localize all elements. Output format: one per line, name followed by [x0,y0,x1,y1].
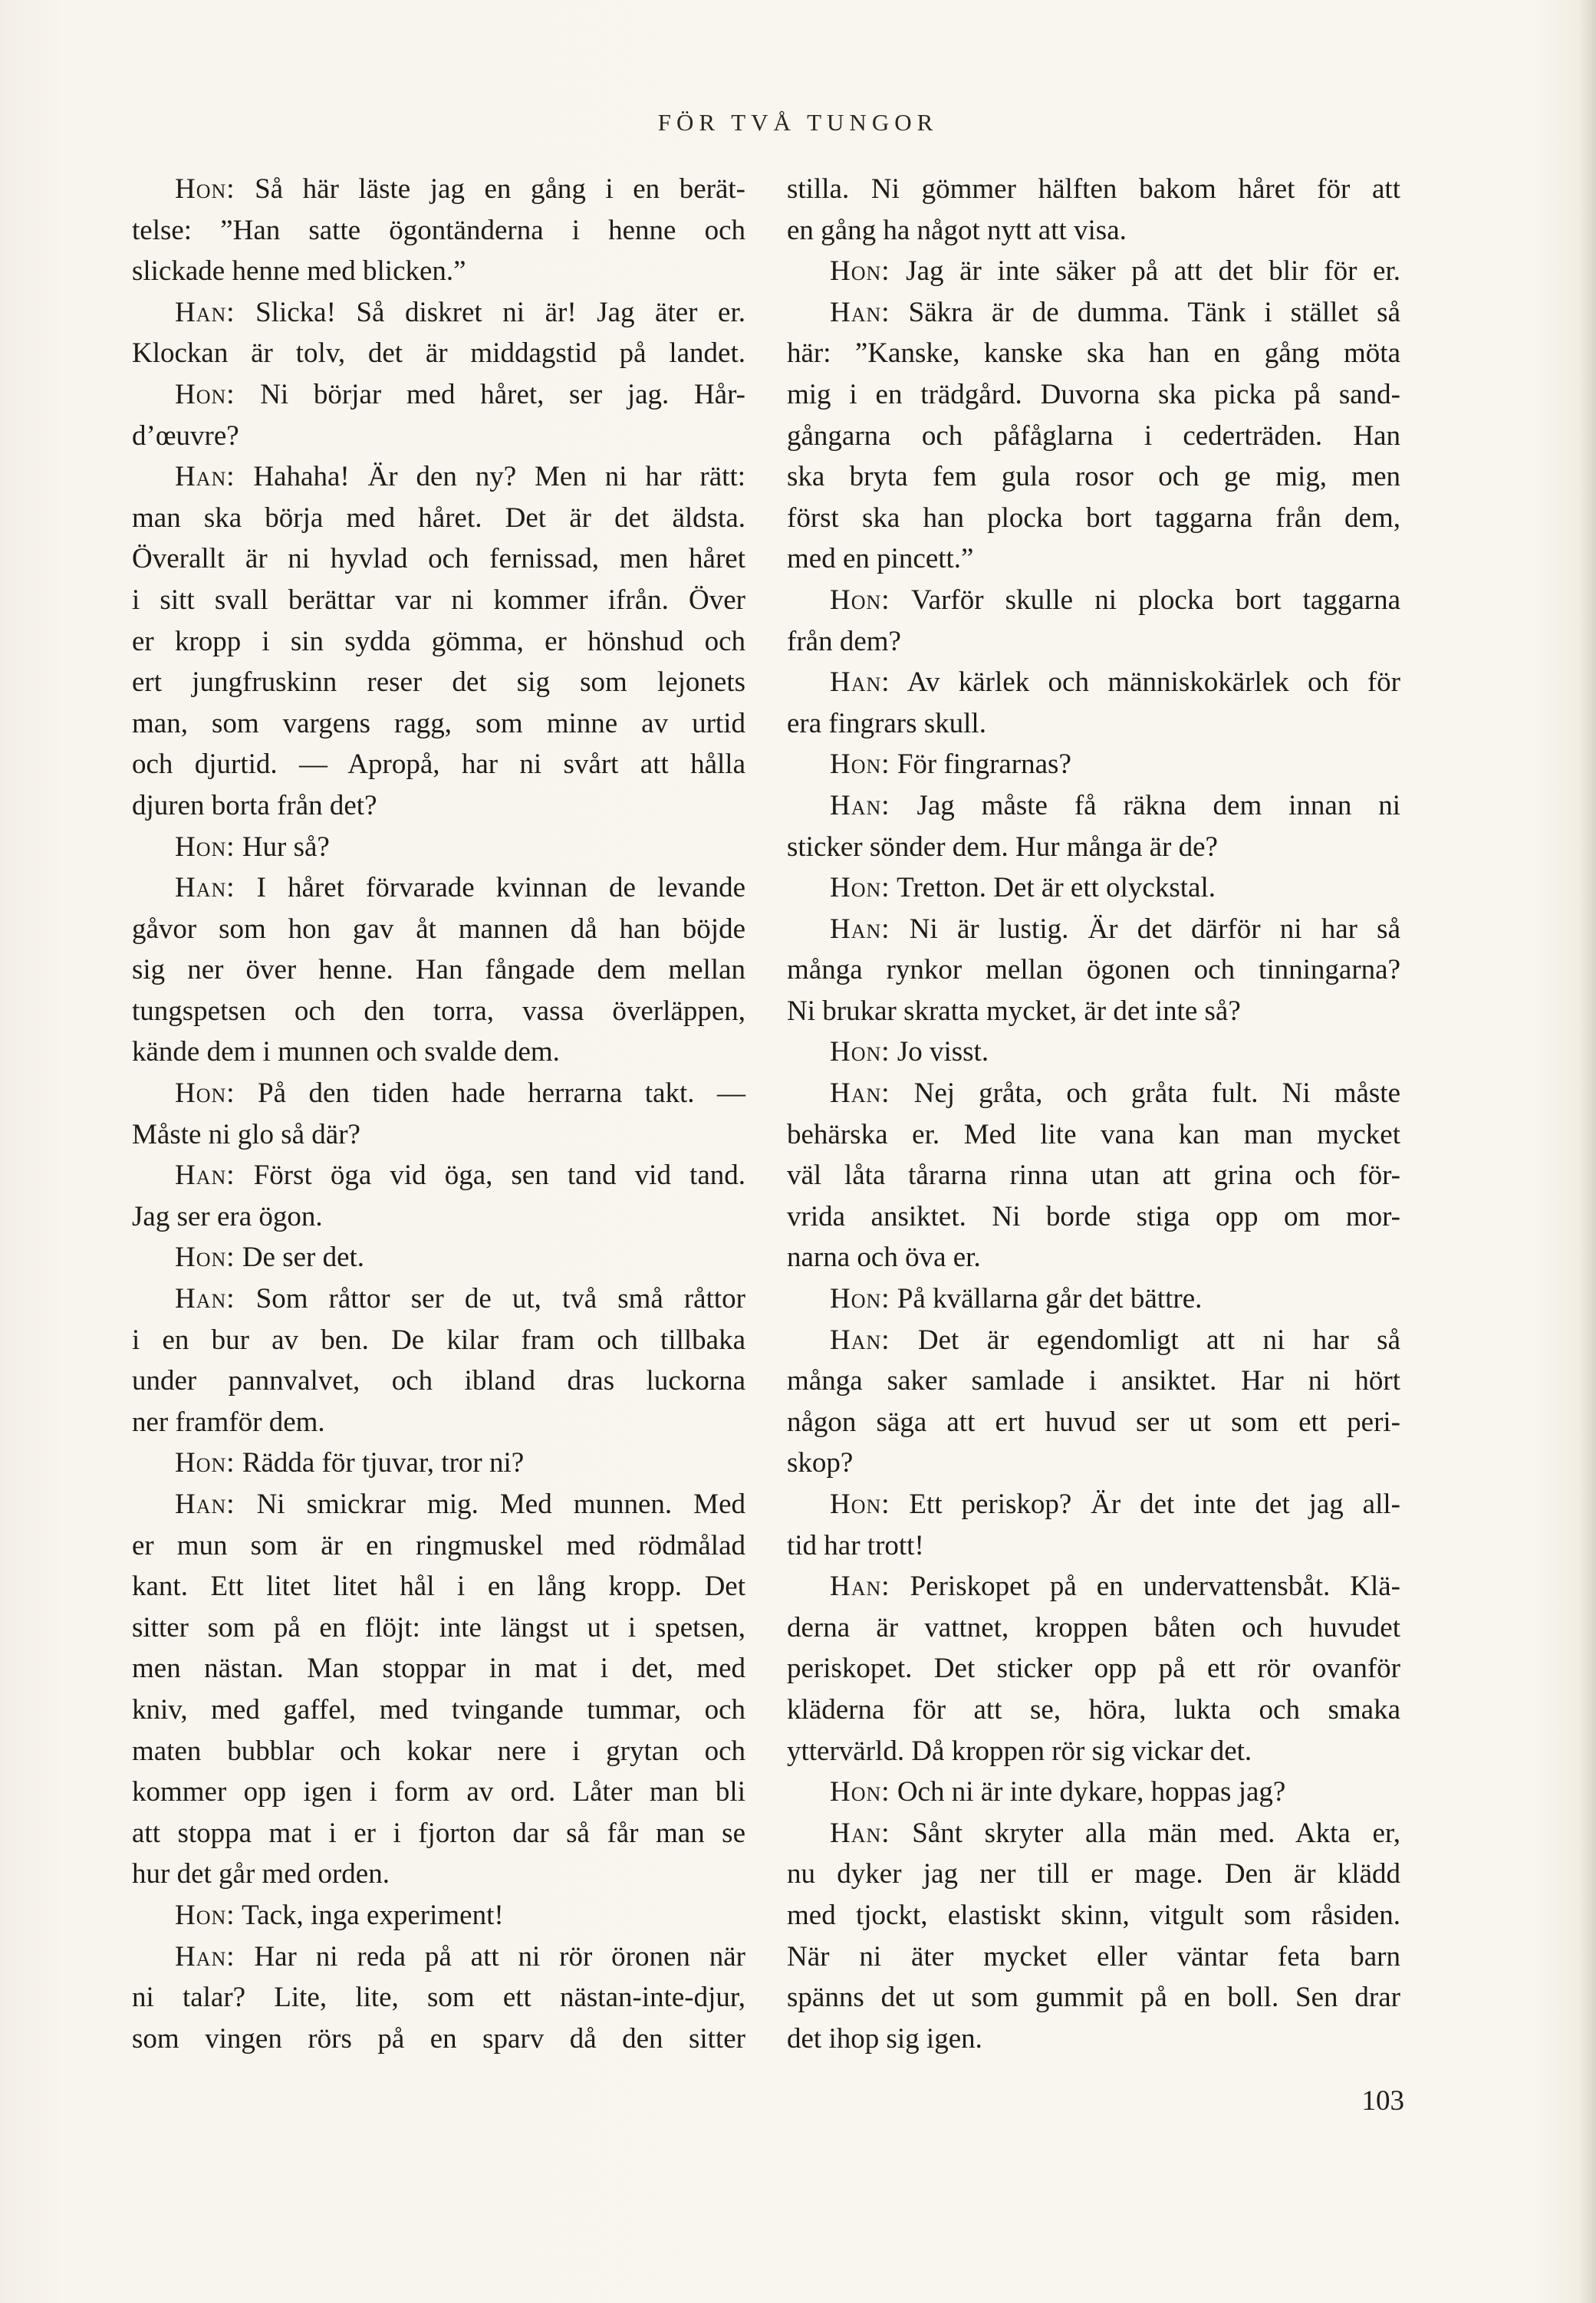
speaker-label: Hon: [175,1077,235,1110]
text-line [132,1237,745,1278]
text-line [787,169,1400,210]
text-line [132,1977,745,2018]
line-text: skop? [787,1447,854,1479]
line-text: djuren borta från det? [132,789,377,821]
text-line [132,538,745,580]
text-line [132,1443,745,1484]
text-line [132,1936,745,1978]
line-text: er mun som är en ringmuskel med rödmålad [132,1529,745,1561]
text-line [787,662,1400,703]
text-line [132,1402,745,1443]
text-line [787,1114,1400,1156]
line-text: ert jungfruskinn reser det sig som lejonets [132,666,745,699]
speaker-label: Han: [830,1077,890,1110]
text-line [787,416,1400,457]
line-text: Rädda för tjuvar, tror ni? [235,1447,525,1479]
speaker-label: Han: [830,913,890,945]
speaker-label: Han: [175,1489,235,1520]
text-line [787,785,1400,827]
text-line [132,703,745,745]
speaker-label: Hon: [830,1489,890,1520]
text-line [132,1360,745,1402]
text-line [132,416,745,457]
line-text: Hahaha! Är den ny? Men ni har rätt: [235,461,745,493]
line-text: Har ni reda på att ni rör öronen när [235,1940,745,1972]
page-number: 103 [1361,2085,1404,2117]
text-line [787,456,1400,498]
text-line [787,580,1400,621]
text-line [787,1360,1400,1402]
line-text: ni talar? Lite, lite, som ett nästan-inte-djur, [132,1982,745,2014]
speaker-label: Han: [175,1160,235,1192]
line-text: vrida ansiktet. Ni borde stiga opp om mor- [787,1200,1400,1232]
left-text-column [132,169,745,2059]
text-line [132,909,745,950]
line-text: ska bryta fem gula rosor och ge mig, men [787,461,1400,493]
speaker-label: Hon: [830,1036,890,1068]
line-text: sticker sönder dem. Hur många är de? [787,831,1218,863]
line-text: Jag ser era ögon. [132,1200,323,1232]
text-line [787,867,1400,909]
text-line [787,2018,1400,2060]
line-text: ner framför dem. [132,1406,325,1438]
line-text: väl låta tårarna rinna utan att grina och för- [787,1160,1400,1192]
line-text: Säkra är de dumma. Tänk i stället så [890,296,1400,328]
line-text: Ett periskop? Är det inte det jag all- [890,1489,1400,1520]
line-text: en gång ha något nytt att visa. [787,214,1127,246]
text-line [132,1155,745,1196]
line-text: hur det går med orden. [132,1858,390,1890]
speaker-label: Hon: [830,255,890,288]
text-line [787,374,1400,416]
speaker-label: Hon: [830,748,890,781]
line-text: kläderna för att se, höra, lukta och smaka [787,1693,1400,1726]
line-text: i sitt svall berättar var ni kommer ifrån. Över [132,584,745,616]
line-text: era fingrars skull. [787,707,986,739]
text-line [132,251,745,292]
line-text: som vingen rörs på en sparv då den sitter [132,2022,745,2055]
speaker-label: Han: [175,1940,235,1972]
text-line [132,827,745,868]
line-text: När ni äter mycket eller väntar feta barn [787,1940,1400,1972]
line-text: Nej gråta, och gråta fult. Ni måste [890,1077,1400,1110]
line-text: med en pincett.” [787,543,974,575]
speaker-label: Han: [830,1571,890,1603]
text-line [132,744,745,785]
line-text: På den tiden hade herrarna takt. — [235,1077,745,1110]
line-text: Och ni är inte dykare, hoppas jag? [890,1776,1286,1808]
line-text: Tack, inga experiment! [235,1899,504,1931]
speaker-label: Han: [175,461,235,493]
line-text: i en bur av ben. De kilar fram och tillbaka [132,1324,745,1356]
text-line [132,1114,745,1156]
line-text: Ni är lustig. Är det därför ni har så [890,913,1400,945]
text-line [787,1320,1400,1361]
line-text: Av kärlek och människokärlek och för [890,666,1400,699]
line-text: Periskopet på en undervattensbåt. Klä- [890,1571,1400,1603]
line-text: under pannvalvet, och ibland dras luckorna [132,1365,745,1397]
line-text: Ni börjar med håret, ser jag. Hår- [235,378,745,410]
speaker-label: Han: [830,1324,890,1356]
text-line [132,785,745,827]
text-line [787,827,1400,868]
line-text: kommer opp igen i form av ord. Låter man bli [132,1776,745,1808]
text-line [132,333,745,374]
text-line [132,1073,745,1114]
speaker-label: Hon: [175,1447,235,1479]
page-edge-shadow [1579,0,1596,2303]
line-text: Som råttor ser de ut, två små råttor [235,1283,745,1315]
line-text: man ska börja med håret. Det är det äldsta. [132,502,745,534]
text-line [132,662,745,703]
text-line [132,1854,745,1895]
line-text: det ihop sig igen. [787,2022,982,2055]
text-line [787,1689,1400,1731]
text-line [132,210,745,252]
line-text: De ser det. [235,1242,365,1274]
line-text: man, som vargens ragg, som minne av urtid [132,707,745,739]
text-line [787,949,1400,991]
line-text: och djurtid. — Apropå, har ni svårt att hålla [132,748,745,781]
speaker-label: Hon: [830,872,890,904]
text-line [132,1196,745,1238]
line-text: först ska han plocka bort taggarna från dem, [787,502,1400,534]
text-line [787,1895,1400,1936]
text-line [787,991,1400,1032]
line-text: Hur så? [235,831,330,863]
text-line [787,333,1400,374]
text-line [132,498,745,539]
text-line [132,1320,745,1361]
line-text: På kvällarna går det bättre. [890,1283,1203,1315]
line-text: tungspetsen och den torra, vassa överläppen, [132,995,745,1027]
text-line [132,580,745,621]
text-line [787,1813,1400,1854]
text-line [132,949,745,991]
line-text: behärska er. Med lite vana kan man mycket [787,1118,1400,1150]
speaker-label: Hon: [175,1242,235,1274]
text-line [787,1731,1400,1772]
line-text: någon säga att ert huvud ser ut som ett peri- [787,1406,1400,1438]
line-text: här: ”Kanske, kanske ska han en gång möta [787,337,1400,370]
speaker-label: Han: [830,296,890,328]
line-text: att stoppa mat i er i fjorton dar så får man se [132,1817,745,1849]
line-text: nu dyker jag ner till er mage. Den är klädd [787,1858,1400,1890]
line-text: Det är egendomligt att ni har så [890,1324,1400,1356]
text-line [787,1196,1400,1238]
text-line [132,1031,745,1073]
text-line [787,621,1400,663]
line-text: sitter som på en flöjt: inte längst ut i spetsen, [132,1611,745,1643]
line-text: spänns det ut som gummit på en boll. Sen drar [787,1982,1400,2014]
line-text: många saker samlade i ansiktet. Har ni hört [787,1365,1400,1397]
text-line [787,909,1400,950]
line-text: d’œuvre? [132,419,239,452]
text-line [132,1895,745,1936]
line-text: Så här läste jag en gång i en berät- [235,173,745,205]
line-text: narna och öva er. [787,1242,981,1274]
line-text: Ni smickrar mig. Med munnen. Med [235,1489,745,1520]
text-line [787,1237,1400,1278]
line-text: Jag måste få räkna dem innan ni [890,789,1400,821]
speaker-label: Han: [830,666,890,699]
text-line [787,1525,1400,1567]
line-text: Slicka! Så diskret ni är! Jag äter er. [235,296,745,328]
text-line [787,1484,1400,1525]
line-text: Måste ni glo så där? [132,1118,360,1150]
text-line [132,991,745,1032]
text-line [787,1648,1400,1689]
text-line [787,1073,1400,1114]
speaker-label: Han: [175,1283,235,1315]
text-line [132,1731,745,1772]
text-line [132,1607,745,1649]
line-text: Klockan är tolv, det är middagstid på landet. [132,337,745,370]
text-line [787,210,1400,252]
line-text: gåvor som hon gav åt mannen då han böjde [132,913,745,945]
text-line [787,1155,1400,1196]
speaker-label: Hon: [830,1776,890,1808]
right-text-column [787,169,1400,2059]
speaker-label: Hon: [175,1899,235,1931]
line-text: Varför skulle ni plocka bort taggarna [890,584,1400,616]
line-text: telse: ”Han satte ögontänderna i henne och [132,214,745,246]
line-text: Jag är inte säker på att det blir för er. [890,255,1400,288]
speaker-label: Hon: [830,584,890,616]
text-line [132,2018,745,2060]
line-text: men nästan. Man stoppar in mat i det, med [132,1653,745,1685]
line-text: stilla. Ni gömmer hälften bakom håret för att [787,173,1400,205]
line-text: maten bubblar och kokar nere i grytan och [132,1735,745,1767]
speaker-label: Han: [830,789,890,821]
text-line [787,703,1400,745]
text-line [132,1525,745,1567]
text-line [787,1402,1400,1443]
text-line [787,744,1400,785]
line-text: Tretton. Det är ett olyckstal. [890,872,1216,904]
speaker-label: Hon: [830,1283,890,1315]
speaker-label: Hon: [175,378,235,410]
text-line [787,1772,1400,1813]
text-line [132,1484,745,1525]
text-line [787,1854,1400,1895]
line-text: Ni brukar skratta mycket, är det inte så? [787,995,1241,1027]
line-text: Först öga vid öga, sen tand vid tand. [235,1160,745,1192]
text-line [132,1813,745,1854]
text-line [787,251,1400,292]
line-text: många rynkor mellan ögonen och tinningarna? [787,954,1400,986]
line-text: mig i en trädgård. Duvorna ska picka på sand- [787,378,1400,410]
speaker-label: Han: [830,1817,890,1849]
text-line [132,1278,745,1320]
text-line [787,1566,1400,1607]
line-text: Överallt är ni hyvlad och fernissad, men håret [132,543,745,575]
text-line [787,1031,1400,1073]
line-text: I håret förvarade kvinnan de levande [235,872,745,904]
text-line [132,1689,745,1731]
line-text: kant. Ett litet litet hål i en lång kropp. Det [132,1571,745,1603]
text-line [787,1936,1400,1978]
text-line [787,1278,1400,1320]
line-text: Jo visst. [890,1036,989,1068]
line-text: från dem? [787,625,901,657]
line-text: sig ner över henne. Han fångade dem mellan [132,954,745,986]
line-text: gångarna och påfåglarna i cederträden. Han [787,419,1400,452]
line-text: slickade henne med blicken.” [132,255,466,288]
text-line [132,292,745,334]
line-text: periskopet. Det sticker opp på ett rör ovanför [787,1653,1400,1685]
line-text: kände dem i munnen och svalde dem. [132,1036,560,1068]
text-line [132,456,745,498]
speaker-label: Han: [175,872,235,904]
text-line [787,538,1400,580]
text-line [132,621,745,663]
line-text: yttervärld. Då kroppen rör sig vickar det. [787,1735,1252,1767]
text-line [787,1977,1400,2018]
text-line [132,867,745,909]
line-text: För fingrarnas? [890,748,1071,781]
text-line [787,1443,1400,1484]
speaker-label: Han: [175,296,235,328]
text-line [132,1648,745,1689]
text-line [132,1772,745,1813]
speaker-label: Hon: [175,831,235,863]
text-line [132,169,745,210]
line-text: med tjockt, elastiskt skinn, vitgult som råsiden. [787,1899,1400,1931]
running-head: FÖR TVÅ TUNGOR [657,109,939,136]
line-text: er kropp i sin sydda gömma, er hönshud och [132,625,745,657]
text-line [787,292,1400,334]
text-line [787,1607,1400,1649]
line-text: Sånt skryter alla män med. Akta er, [890,1817,1400,1849]
text-line [132,1566,745,1607]
text-line [132,374,745,416]
line-text: tid har trott! [787,1529,924,1561]
line-text: derna är vattnet, kroppen båten och huvudet [787,1611,1400,1643]
speaker-label: Hon: [175,173,235,205]
text-line [787,498,1400,539]
line-text: kniv, med gaffel, med tvingande tummar, och [132,1693,745,1726]
